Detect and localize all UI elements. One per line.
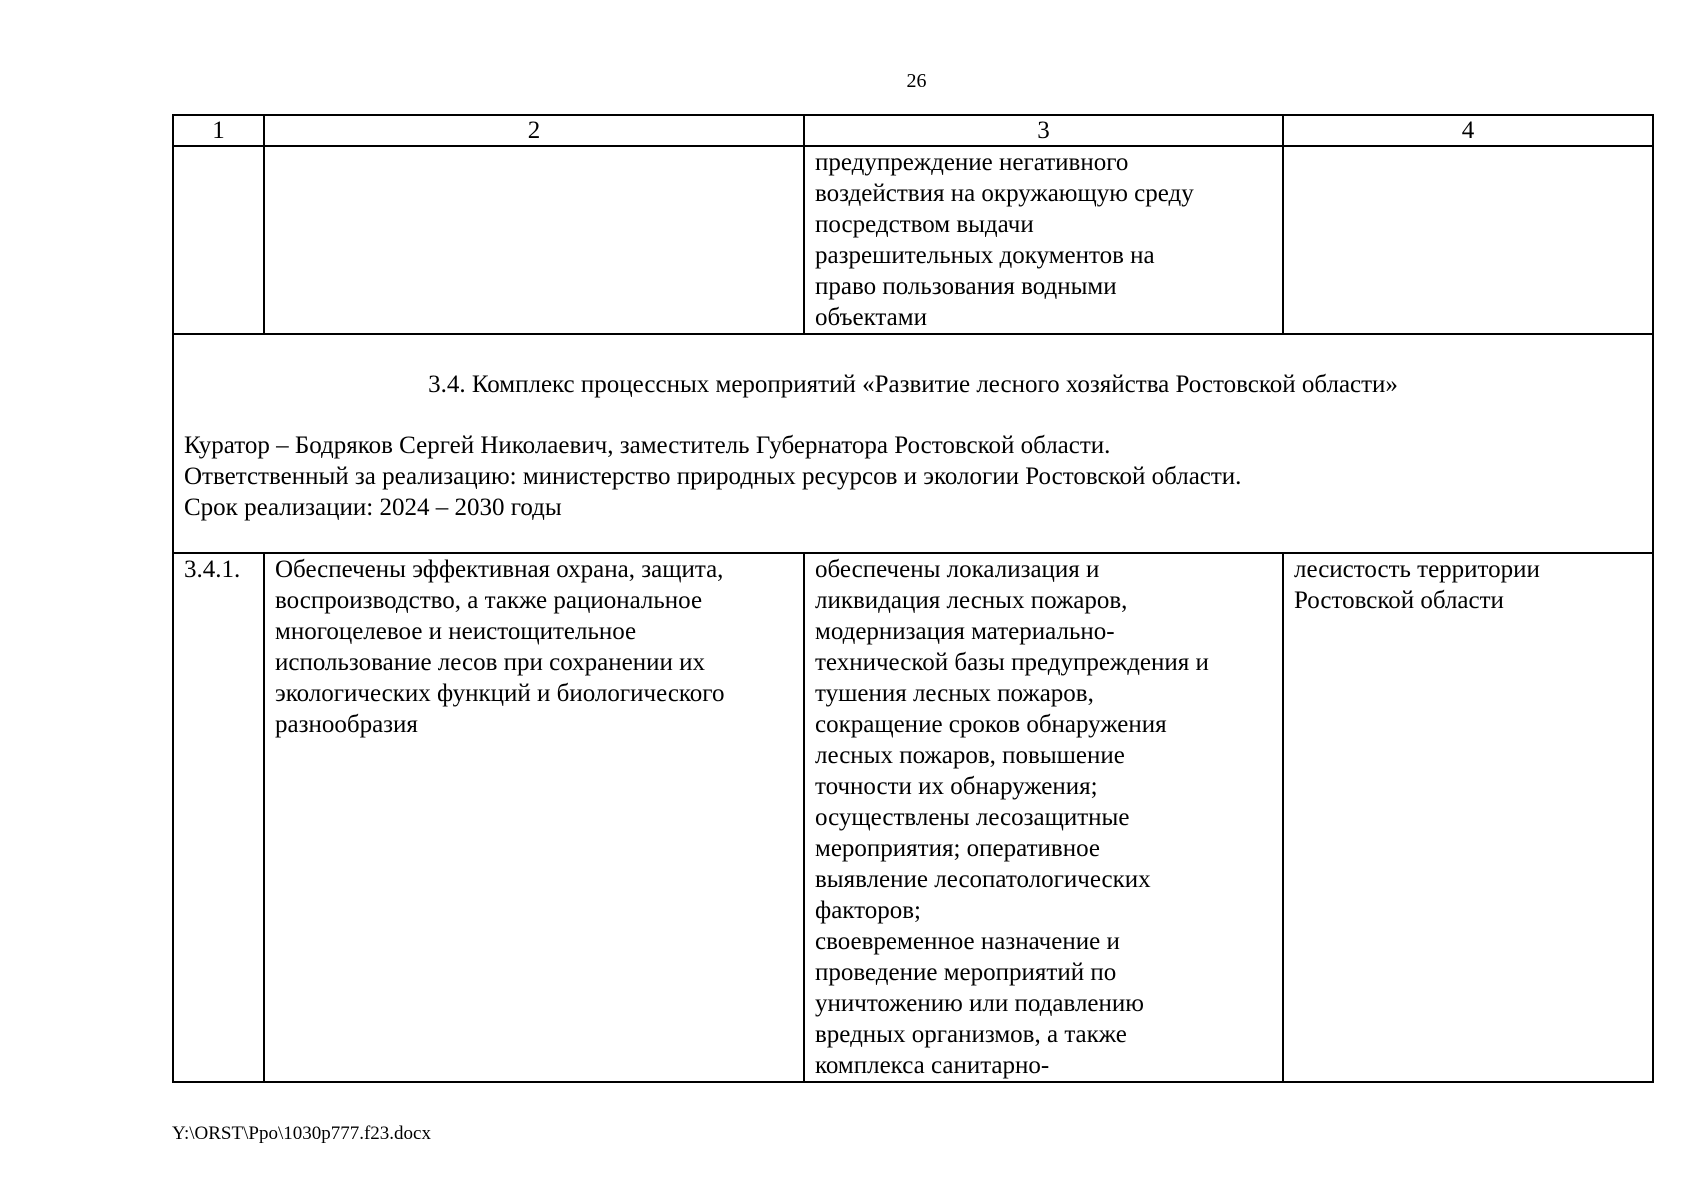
table-row [173, 146, 1653, 334]
text-line: своевременное назначение и [815, 928, 1120, 955]
text-line: выявление лесопатологических [815, 866, 1151, 893]
text-line: мероприятия; оперативное [815, 835, 1100, 862]
row-a-cell-4 [1283, 146, 1653, 334]
text-line: технической базы предупреждения и [815, 649, 1209, 676]
table-header-row [173, 115, 1653, 146]
text-line: факторов; [815, 897, 921, 924]
section-cell [173, 334, 1653, 553]
header-cell-1: 1 [173, 115, 264, 146]
text-line: комплекса санитарно- [815, 1052, 1050, 1079]
page-number: 26 [906, 70, 927, 92]
text-line: многоцелевое и неистощительное [275, 618, 637, 645]
text-line: осуществлены лесозащитные [815, 804, 1130, 831]
text-line: уничтожению или подавлению [815, 990, 1144, 1017]
text-line: Обеспечены эффективная охрана, защита, [275, 556, 724, 583]
text-line: лесистость территории [1294, 556, 1540, 583]
row-b-cell-4 [1283, 553, 1653, 1082]
row-a-cell-3 [804, 146, 1283, 334]
text-line: использование лесов при сохранении их [275, 649, 705, 676]
header-cell-3: 3 [804, 115, 1283, 146]
text-line: точности их обнаружения; [815, 773, 1098, 800]
row-b-cell-3 [804, 553, 1283, 1082]
text-line: тушения лесных пожаров, [815, 680, 1094, 707]
row-b-cell-1: 3.4.1. [173, 553, 264, 1082]
text-line: право пользования водными [815, 273, 1117, 300]
table-row [173, 553, 1653, 1082]
text-line: вредных организмов, а также [815, 1021, 1127, 1048]
section-curator: Куратор – Бодряков Сергей Николаевич, заместитель Губернатора Ростовской области. [184, 432, 1111, 459]
text-line: модернизация материально- [815, 618, 1115, 645]
text-line: посредством выдачи [815, 211, 1034, 238]
section-responsible: Ответственный за реализацию: министерство природных ресурсов и экологии Ростовской области. [184, 463, 1242, 490]
text-line: объектами [815, 304, 927, 331]
text-line: воздействия на окружающую среду [815, 180, 1194, 207]
text-line: ликвидация лесных пожаров, [815, 587, 1128, 614]
row-a-cell-1 [173, 146, 264, 334]
row-a-cell-2 [264, 146, 804, 334]
text-line: экологических функций и биологического [275, 680, 725, 707]
text-line: сокращение сроков обнаружения [815, 711, 1167, 738]
text-line: воспроизводство, а также рациональное [275, 587, 703, 614]
text-line: лесных пожаров, повышение [815, 742, 1125, 769]
section-row [173, 334, 1653, 553]
text-line: разрешительных документов на [815, 242, 1155, 269]
row-b-cell-2 [264, 553, 804, 1082]
header-cell-2: 2 [264, 115, 804, 146]
header-cell-4: 4 [1283, 115, 1653, 146]
text-line: предупреждение негативного [815, 149, 1129, 176]
text-line: разнообразия [275, 711, 418, 738]
file-path-footer: Y:\ORST\Ppo\1030p777.f23.docx [172, 1123, 431, 1144]
text-line: проведение мероприятий по [815, 959, 1117, 986]
text-line: обеспечены локализация и [815, 556, 1100, 583]
measures-table [172, 114, 1654, 1083]
text-line: Ростовской области [1294, 587, 1504, 614]
section-title: 3.4. Комплекс процессных мероприятий «Развитие лесного хозяйства Ростовской области» [428, 371, 1398, 398]
section-term: Срок реализации: 2024 – 2030 годы [184, 494, 562, 521]
